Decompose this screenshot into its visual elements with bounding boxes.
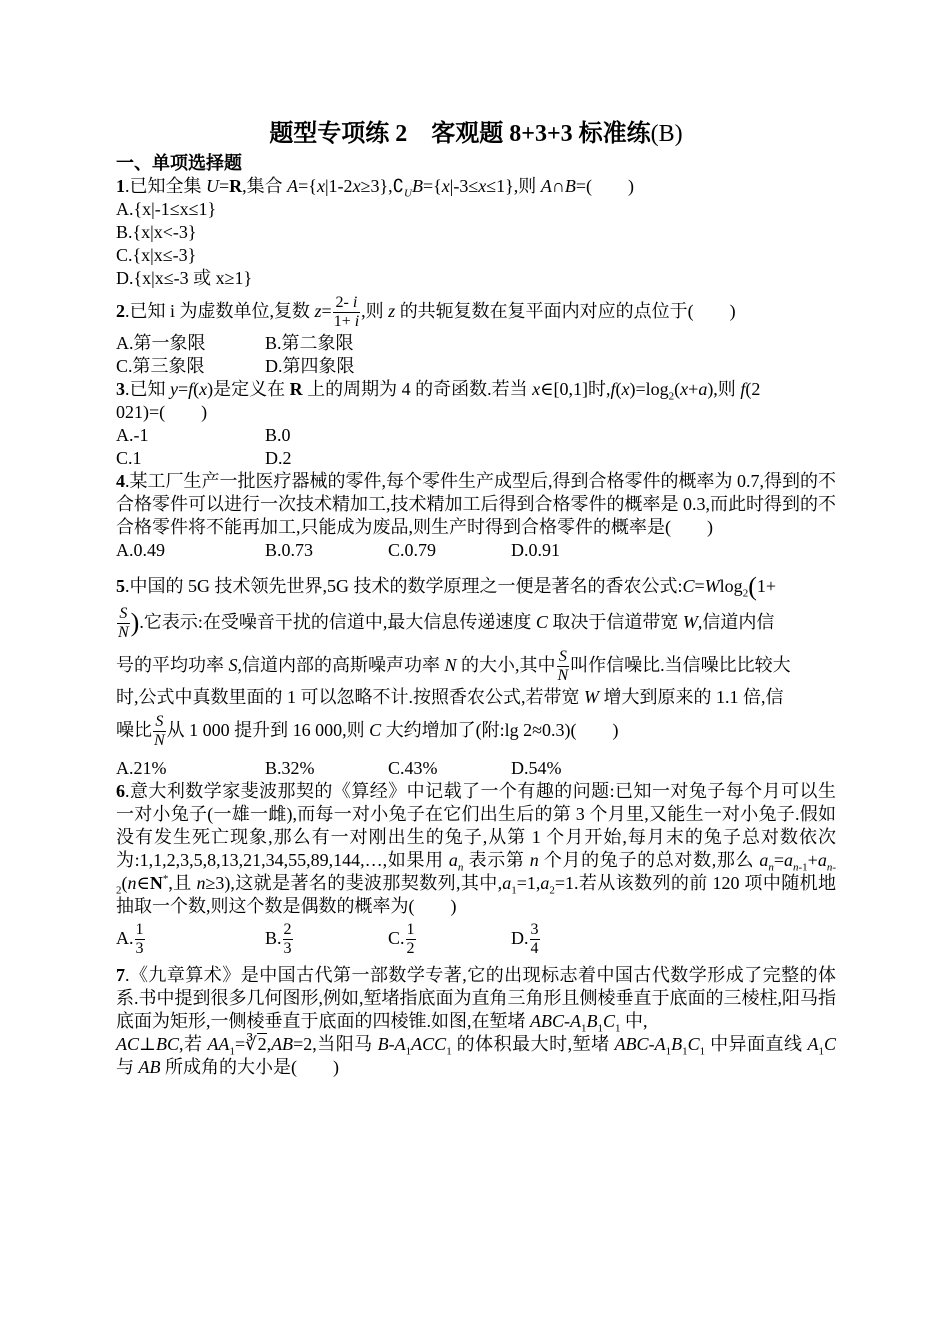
fraction: $\frac{S}{N}$ [118, 605, 129, 642]
options-row [116, 447, 836, 470]
option-a: A.-1 [116, 425, 149, 445]
option-d: D.第四象限 [265, 356, 355, 376]
options-row [116, 757, 836, 780]
option-b: B.{x|x<-3} [116, 222, 197, 242]
option-c: C.43% [388, 758, 438, 778]
options-row [116, 539, 836, 562]
option-a: A. $\frac{1}{3}$ [116, 921, 144, 958]
option-d: D.{x|x≤-3 或 x≥1} [116, 268, 253, 288]
options-row [116, 424, 836, 447]
option-c: C. $\frac{1}{2}$ [388, 921, 415, 958]
fraction: $\frac{2- i}{1+ i}$ [333, 294, 360, 331]
option-d: D.54% [511, 758, 562, 778]
option-a: A.{x|-1≤x≤1} [116, 199, 217, 219]
option-b: B.32% [265, 758, 315, 778]
question-5: 5.中国的 5G 技术领先世界,5G 技术的数学原理之一便是著名的香农公式:C=Wlog$_2$(1+ $\frac{S}{N}$ ).它表示:在受噪音干扰的信道中,最大信息传递速度 C 取决于信道带宽 W,信道内信 号的平均功率 S,信道内部的高斯噪声功率 N 的大小,其中 $\frac{S}{N}$ 叫作信噪比.当信噪比比较大 时,公式中真数里面的 1 可以忽略不计.按照香农公式,若带宽 W 增大到原来的 1.1 倍,信 噪比 $\frac{S}{N}$ 从 1 000 提升到 16 000,则 C 大约增加了(附:lg 2≈0.3)( ) [116, 572, 791, 750]
question-3: 3.已知 y=f(x)是定义在 R 上的周期为 4 的奇函数.若当 x∈[0,1]时$,f(x)=\log_2(x+a)$,则 f(2 021)=( ) [116, 379, 761, 422]
option-a: A.21% [116, 758, 167, 778]
option-d: D. $\frac{3}{4}$ [511, 921, 539, 958]
option-a: A.第一象限 [116, 333, 206, 353]
option-a: A.0.49 [116, 540, 165, 560]
question-1: 1.已知全集 U=R,集合 $A=\{x|1-2x\ge 3\},∁_UB=\{x|-3\le x\le 1\}$,则 A∩B=( ) [116, 176, 634, 200]
fraction: $\frac{S}{N}$ [557, 648, 569, 685]
option-b: B.0.73 [265, 540, 314, 560]
fraction: $\frac{S}{N}$ [154, 713, 165, 750]
options-row [116, 332, 836, 355]
option-c: C.第三象限 [116, 356, 205, 376]
option-c: C.0.79 [388, 540, 437, 560]
options-row [116, 355, 836, 378]
question-6: 6.意大利数学家斐波那契的《算经》中记载了一个有趣的问题:已知一对兔子每个月可以生一对小兔子(一雄一雌),而每一对小兔子在它们出生后的第 3 个月里,又能生一对小兔子.假如没有发生死亡现象,那么有一对刚出生的兔子,从第 1 个月开始,每月末的兔子总对数依次为:1,1,2,3,5,8,13,21,34,55,89,144,…,如果用 $a_n$ 表示第 n 个月的兔子的总对数,那么 $a_n=a_{n-1}+a_{n-2}(n\in N^*$,且 n≥3),这就是著名的斐波那契数列,其中$,a_1=1,a_2=1$.若从该数列的前 120 项中随机地抽取一个数,则这个数是偶数的概率为( ) [116, 781, 837, 916]
option-c: C.{x|x≤-3} [116, 245, 197, 265]
question-2: 2.已知 i 为虚数单位,复数 z= $\frac{2- i}{1+ i}$ ,则 z 的共轭复数在复平面内对应的点位于( ) [116, 294, 736, 331]
question-7: 7.《九章算术》是中国古代第一部数学专著,它的出现标志着中国古代数学形成了完整的体系.书中提到很多几何图形,例如,堑堵指底面为直角三角形且侧棱垂直于底面的三棱柱,阳马指底面为矩形,一侧棱垂直于底面的四棱锥.如图,在堑堵 ABC-$A_1B_1C_1$ 中, AC⊥BC,若 $AA_1=∛2,AB=2$,当阳马 $B-A_1ACC_1$ 的体积最大时,堑堵 ABC-$A_1B_1C_1$ 中异面直线 $A_1C$ 与 AB 所成角的大小是( ) [116, 965, 837, 1078]
option-d: D.0.91 [511, 540, 560, 560]
option-c: C.1 [116, 448, 142, 468]
section-heading: 一、单项选择题 [116, 153, 242, 173]
page-title: 题型专项练 2 客观题 8+3+3 标准练(B) [269, 121, 683, 147]
option-b: B. $\frac{2}{3}$ [265, 921, 292, 958]
option-b: B.第二象限 [265, 333, 354, 353]
options-row [116, 918, 836, 958]
question-4: 4.某工厂生产一批医疗器械的零件,每个零件生产成型后,得到合格零件的概率为 0.7,得到的不合格零件可以进行一次技术精加工,技术精加工后得到合格零件的概率是 0.3,而此时得到的不合格零件将不能再加工,只能成为废品,则生产时得到合格零件的概率是( ) [116, 471, 836, 537]
option-d: D.2 [265, 448, 292, 468]
document-page [116, 118, 836, 1079]
option-b: B.0 [265, 425, 291, 445]
